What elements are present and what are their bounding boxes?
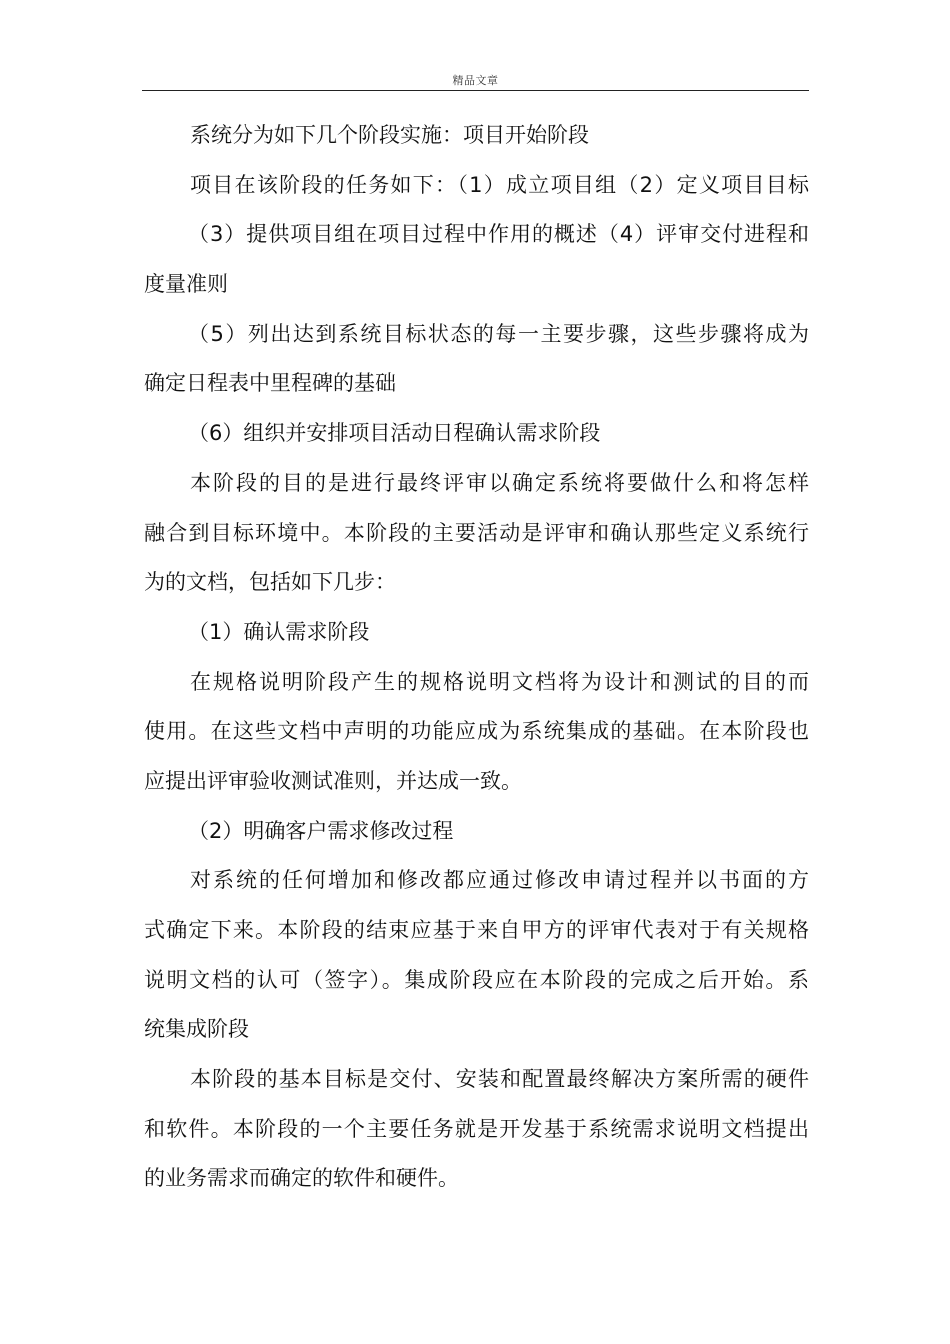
text-line: 说明文档的认可（签字）。集成阶段应在本阶段的完成之后开始。系 <box>144 967 809 992</box>
text-line: 度量准则 <box>144 272 228 297</box>
text-line: 统集成阶段 <box>144 1017 249 1042</box>
text-line: 使用。在这些文档中声明的功能应成为系统集成的基础。在本阶段也 <box>144 719 809 744</box>
text-line: （2）明确客户需求修改过程 <box>188 818 454 843</box>
text-line: 融合到目标环境中。本阶段的主要活动是评审和确认那些定义系统行 <box>144 520 809 545</box>
page-header <box>142 70 809 91</box>
text-line: 在规格说明阶段产生的规格说明文档将为设计和测试的目的而 <box>190 669 809 694</box>
text-line: 本阶段的基本目标是交付、安装和配置最终解决方案所需的硬件 <box>190 1067 809 1092</box>
text-line: 本阶段的目的是进行最终评审以确定系统将要做什么和将怎样 <box>190 470 809 495</box>
text-line: （1）确认需求阶段 <box>188 619 370 644</box>
text-line: 的业务需求而确定的软件和硬件。 <box>144 1166 459 1191</box>
text-line: 为的文档，包括如下几步： <box>144 570 396 595</box>
text-line: 应提出评审验收测试准则，并达成一致。 <box>144 768 522 793</box>
document-body <box>144 111 809 1204</box>
text-line: （6）组织并安排项目活动日程确认需求阶段 <box>188 421 601 446</box>
text-line: 确定日程表中里程碑的基础 <box>144 371 396 396</box>
text-line: 对系统的任何增加和修改都应通过修改申请过程并以书面的方 <box>190 868 809 893</box>
text-line: 和软件。本阶段的一个主要任务就是开发基于系统需求说明文档提出 <box>144 1116 809 1141</box>
text-line: 式确定下来。本阶段的结束应基于来自甲方的评审代表对于有关规格 <box>144 918 809 942</box>
header-title: 精品文章 <box>452 74 499 87</box>
text-line: 项目在该阶段的任务如下：（1）成立项目组（2）定义项目目标 <box>190 172 809 197</box>
text-line: （5）列出达到系统目标状态的每一主要步骤，这些步骤将成为 <box>188 321 809 346</box>
text-line: （3）提供项目组在项目过程中作用的概述（4）评审交付进程和 <box>188 222 809 247</box>
text-line: 系统分为如下几个阶段实施：项目开始阶段 <box>190 123 589 147</box>
